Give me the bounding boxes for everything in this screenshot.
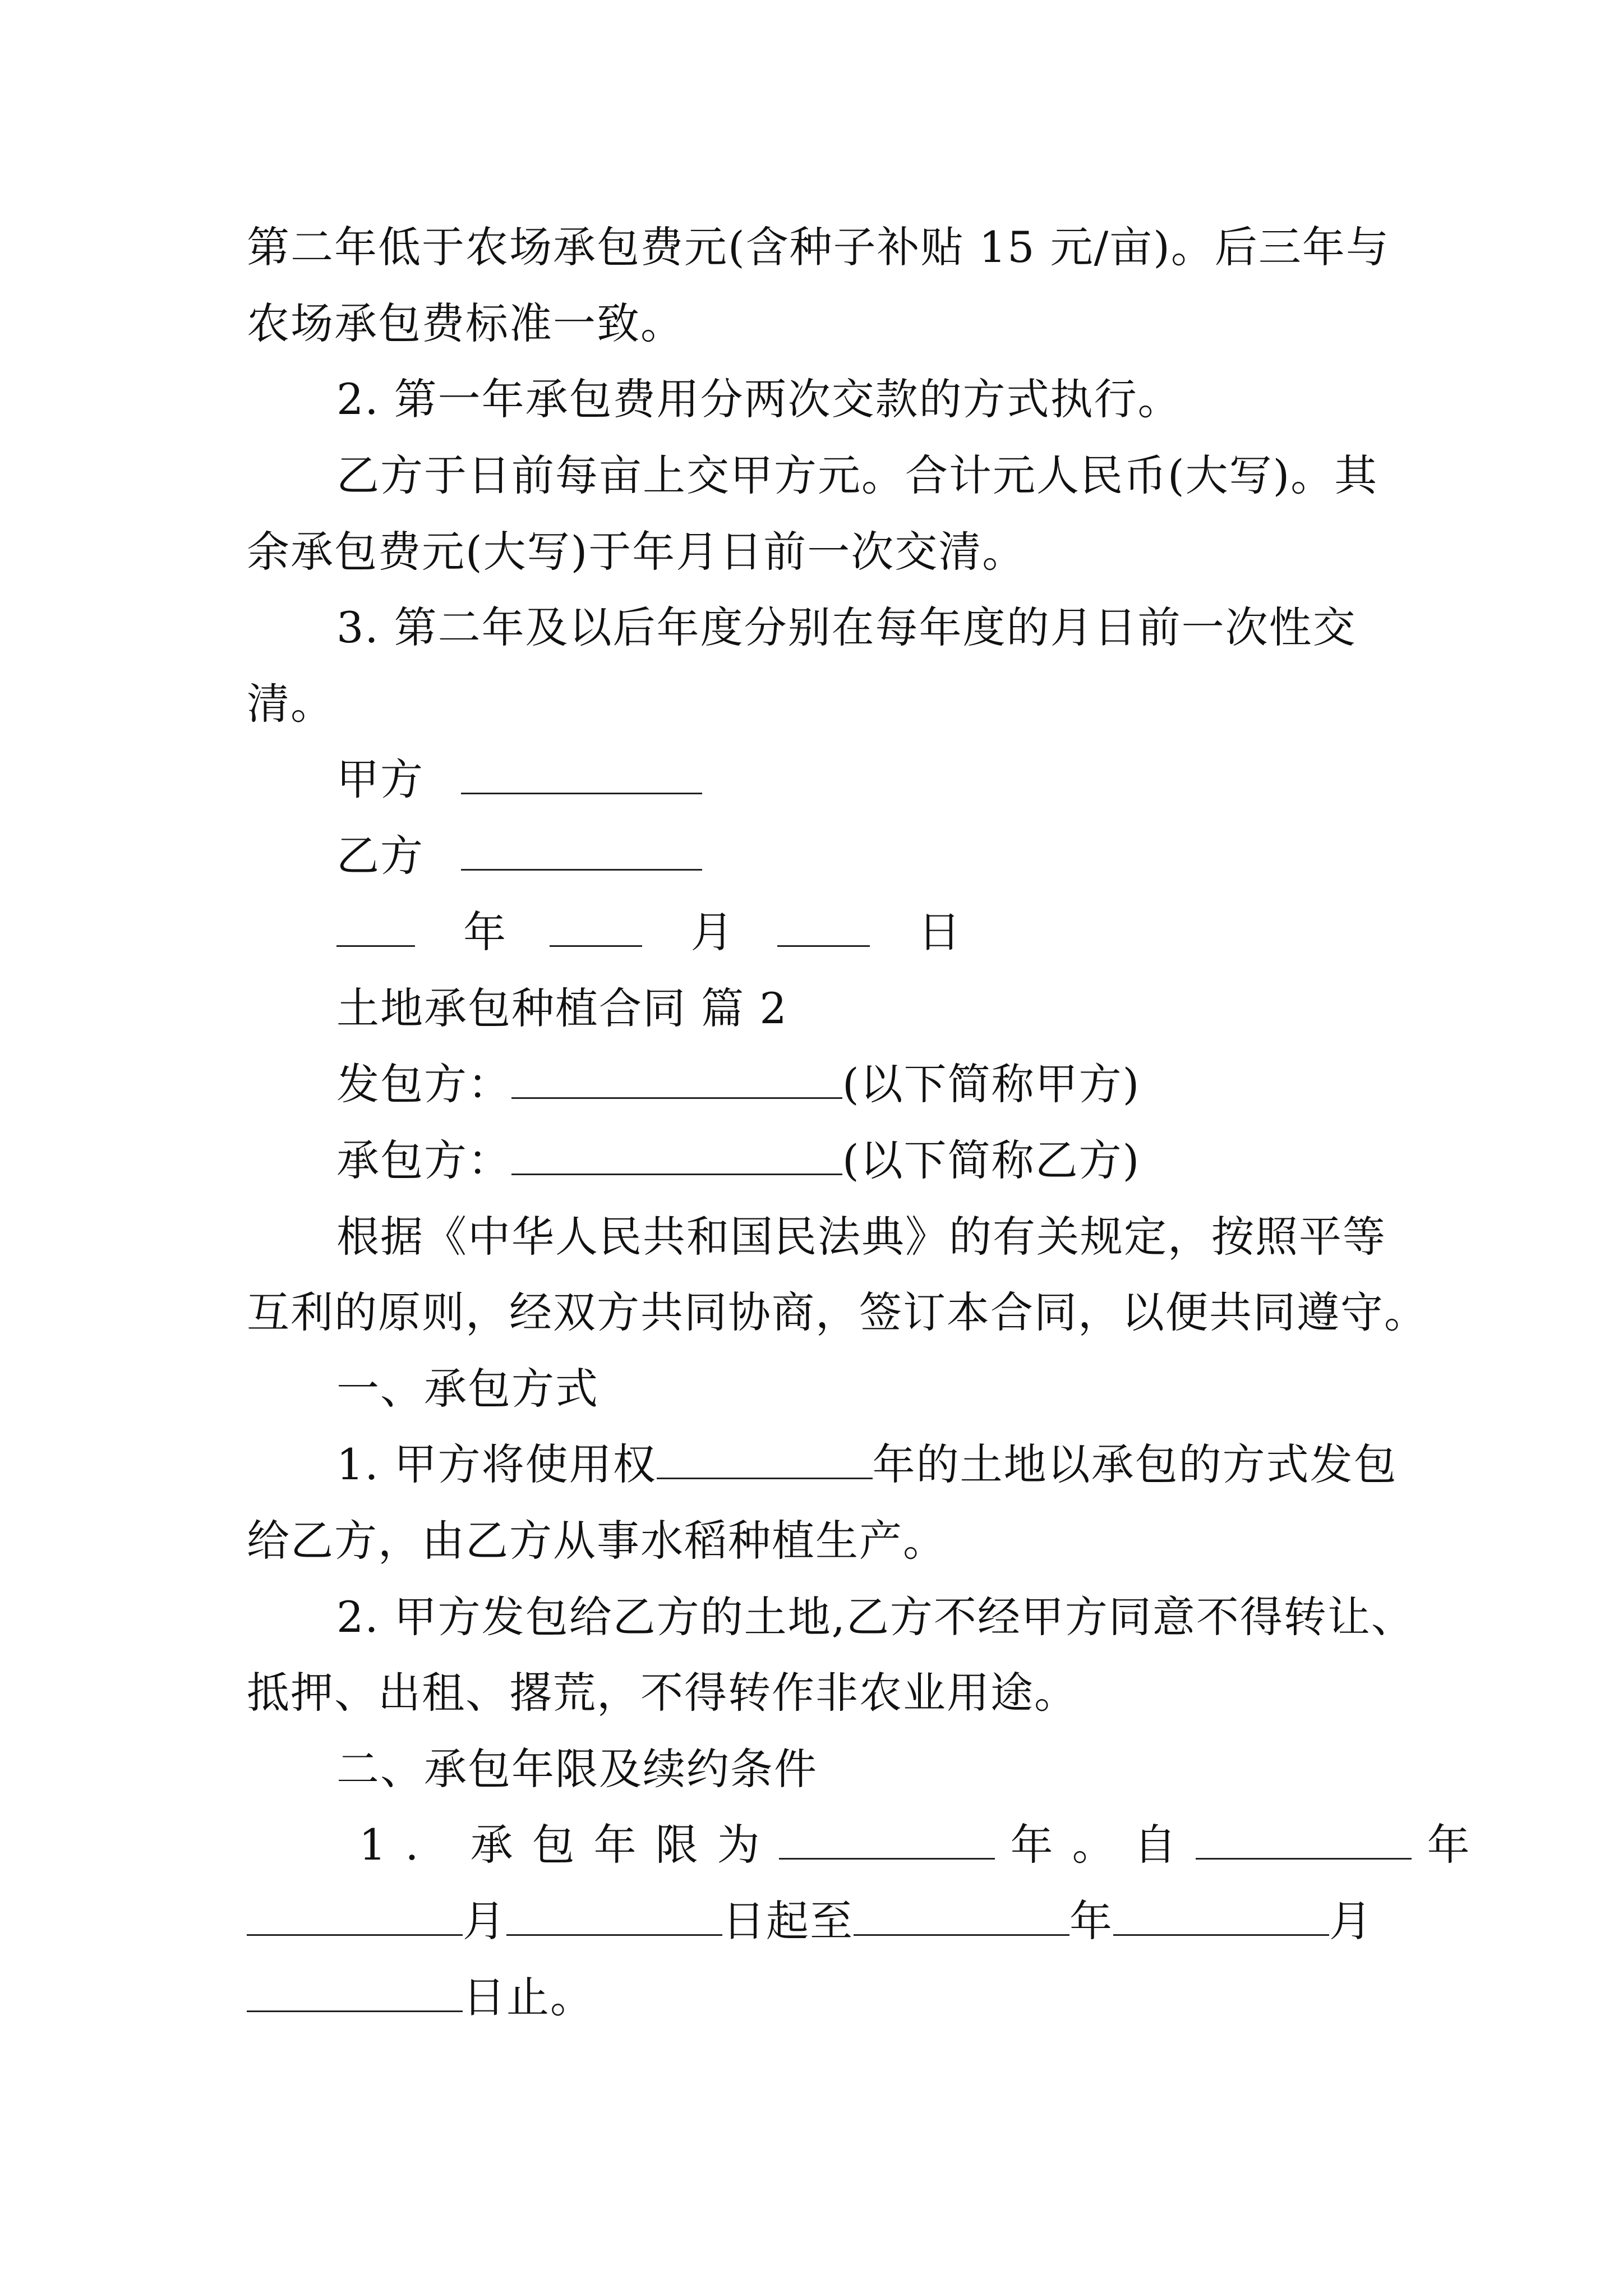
clause-text: 年的土地以承包的方式发包 (872, 1439, 1398, 1489)
clause-text: 年 (1069, 1896, 1113, 1946)
start-year-blank[interactable] (1196, 1823, 1412, 1860)
text-line: 抵押、出租、撂荒，不得转作非农业用途。 (247, 1668, 1078, 1718)
clause-text: 年。自 (1010, 1820, 1196, 1870)
term-line (247, 1894, 1380, 1948)
year-blank[interactable] (336, 910, 415, 947)
month-label: 月 (690, 907, 735, 957)
text-line: 2. 第一年承包费用分两次交款的方式执行。 (336, 374, 1182, 424)
use-right-blank[interactable] (657, 1443, 873, 1479)
clause-line (336, 1438, 1398, 1492)
end-month-blank[interactable] (1113, 1899, 1329, 1936)
clause-text: 1. 甲方将使用权 (336, 1439, 657, 1489)
party-a-blank[interactable] (461, 758, 702, 794)
contract-title-2: 土地承包种植合同 篇 2 (336, 983, 788, 1033)
signature-date (336, 905, 1380, 959)
day-blank[interactable] (777, 910, 870, 947)
clause-text: 月 (463, 1896, 506, 1946)
text-line: 清。 (247, 679, 334, 729)
term-line (247, 1971, 1380, 2024)
text-line: 农场承包费标准一致。 (247, 298, 684, 348)
day-label: 日 (917, 907, 962, 957)
issuer-suffix: (以下简称甲方) (842, 1059, 1141, 1109)
clause-text: 月 (1329, 1896, 1373, 1946)
text-line: 给乙方，由乙方从事水稻种植生产。 (247, 1516, 947, 1566)
clause-text: 年 (1427, 1820, 1471, 1870)
section-heading: 二、承包年限及续约条件 (336, 1744, 818, 1794)
contractor-blank[interactable] (511, 1139, 842, 1175)
text-line: 3. 第二年及以后年度分别在每年度的月日前一次性交 (336, 602, 1357, 652)
text-line: 根据《中华人民共和国民法典》的有关规定，按照平等 (336, 1212, 1386, 1262)
text-line: 余承包费元(大写)于年月日前一次交清。 (247, 527, 1026, 577)
issuer-line (336, 1057, 1380, 1111)
start-day-blank[interactable] (506, 1899, 722, 1936)
text-line: 2. 甲方发包给乙方的土地,乙方不经甲方同意不得转让、 (336, 1592, 1415, 1642)
start-month-blank[interactable] (247, 1899, 463, 1936)
contractor-suffix: (以下简称乙方) (842, 1135, 1141, 1185)
term-line (359, 1818, 1471, 1872)
text-line: 乙方于日前每亩上交甲方元。合计元人民币(大写)。其 (336, 450, 1378, 500)
issuer-label: 发包方： (336, 1059, 511, 1109)
signature-party-b (336, 829, 1380, 883)
contractor-label: 承包方： (336, 1135, 511, 1185)
month-blank[interactable] (550, 910, 642, 947)
end-day-blank[interactable] (247, 1976, 463, 2012)
year-label: 年 (463, 907, 508, 957)
section-heading: 一、承包方式 (336, 1364, 599, 1414)
party-b-blank[interactable] (461, 834, 702, 871)
term-years-blank[interactable] (779, 1823, 995, 1860)
party-b-label: 乙方 (336, 831, 424, 881)
text-line: 第二年低于农场承包费元(含种子补贴 15 元/亩)。后三年与 (247, 222, 1390, 272)
signature-party-a (336, 753, 1380, 807)
end-year-blank[interactable] (854, 1899, 1069, 1936)
clause-text: 日止。 (463, 1972, 594, 2022)
clause-text: 1. 承包年限为 (359, 1820, 779, 1870)
text-line: 互利的原则，经双方共同协商，签订本合同，以便共同遵守。 (247, 1287, 1428, 1337)
party-a-label: 甲方 (336, 754, 424, 804)
contractor-line (336, 1134, 1380, 1188)
clause-text: 日起至 (722, 1896, 854, 1946)
issuer-blank[interactable] (511, 1062, 842, 1099)
